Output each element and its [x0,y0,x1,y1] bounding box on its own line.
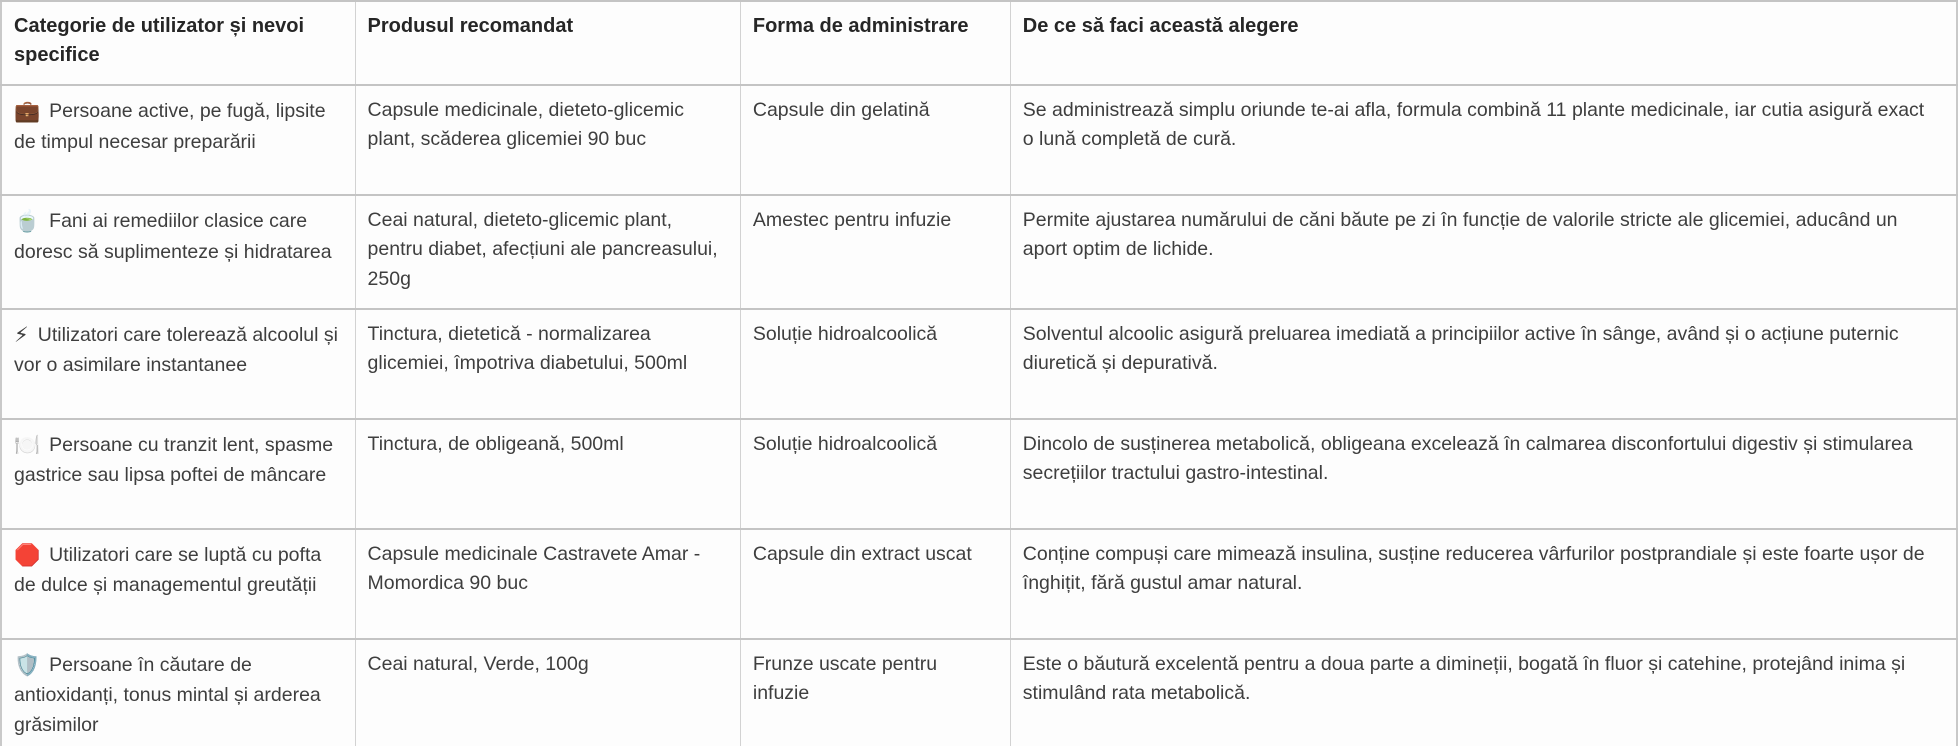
teacup-icon: 🍵 [14,210,41,233]
cell-category [1,419,355,529]
cell-form: Amestec pentru infuzie [740,195,1010,309]
shield-icon: 🛡️ [14,653,41,677]
cell-category [1,309,355,419]
header-row [1,1,1957,85]
table-row [1,529,1957,639]
cell-form: Frunze uscate pentru infuzie [740,639,1010,746]
category-text: Utilizatori care tolerează alcoolul și vor o asimilare instantanee [14,323,338,377]
cell-why: Solventul alcoolic asigură preluarea imediată a principiilor active în sânge, având și o acțiune puternic diuretică și depurativă. [1010,309,1957,419]
cell-form: Soluție hidroalcoolică [740,309,1010,419]
table-header [1,1,1957,85]
cell-why: Dincolo de susținerea metabolică, obligeana excelează în calmarea disconfortului digestiv și stimularea secrețiilor tractului gastro-intestinal. [1010,419,1957,529]
category-text: Persoane în căutare de antioxidanți, tonus mintal și arderea grăsimilor [14,653,321,736]
category-text: Persoane active, pe fugă, lipsite de timpul necesar preparării [14,100,326,153]
category-text: Persoane cu tranzit lent, spasme gastrice sau lipsa poftei de mâncare [14,433,334,487]
cell-form: Capsule din gelatină [740,85,1010,195]
category-text: Utilizatori care se luptă cu pofta de dulce și managementul greutății [14,543,322,597]
briefcase-icon: 💼 [14,100,41,123]
column-header-form: Forma de administrare [740,1,1010,85]
cell-product: Capsule medicinale, dieteto-glicemic plant, scăderea glicemiei 90 buc [355,85,740,195]
cell-category [1,85,355,195]
cell-why: Se administrează simplu oriunde te-ai afla, formula combină 11 plante medicinale, iar cutia asigură exact o lună completă de cură. [1010,85,1957,195]
cell-product: Tinctura, de obligeană, 500ml [355,419,740,529]
stop-sign-icon: 🛑 [14,543,41,567]
category-text: Fani ai remediilor clasice care doresc să suplimenteze și hidratarea [14,210,332,263]
table-body [1,85,1957,746]
cell-why: Este o băutură excelentă pentru a doua parte a dimineții, bogată în fluor și catehine, protejând inima și stimulând rata metabolică. [1010,639,1957,746]
cell-category [1,195,355,309]
column-header-product: Produsul recomandat [355,1,740,85]
table-row [1,309,1957,419]
table-row [1,639,1957,746]
column-header-category: Categorie de utilizator și nevoi specifice [1,1,355,85]
column-header-why: De ce să faci această alegere [1010,1,1957,85]
cell-product: Ceai natural, Verde, 100g [355,639,740,746]
cell-product: Capsule medicinale Castravete Amar - Momordica 90 buc [355,529,740,639]
plate-cutlery-icon: 🍽️ [14,433,41,457]
cell-why: Conține compuși care mimează insulina, susține reducerea vârfurilor postprandiale și este foarte ușor de înghițit, fără gustul amar natural. [1010,529,1957,639]
cell-product: Tinctura, dietetică - normalizarea glicemiei, împotriva diabetului, 500ml [355,309,740,419]
cell-form: Capsule din extract uscat [740,529,1010,639]
cell-category [1,529,355,639]
lightning-icon: ⚡ [14,323,29,347]
cell-category [1,639,355,746]
cell-why: Permite ajustarea numărului de căni băute pe zi în funcție de valorile stricte ale glicemiei, aducând un aport optim de lichide. [1010,195,1957,309]
cell-product: Ceai natural, dieteto-glicemic plant, pentru diabet, afecțiuni ale pancreasului, 250g [355,195,740,309]
table-row [1,195,1957,309]
table-row [1,85,1957,195]
cell-form: Soluție hidroalcoolică [740,419,1010,529]
table-row [1,419,1957,529]
